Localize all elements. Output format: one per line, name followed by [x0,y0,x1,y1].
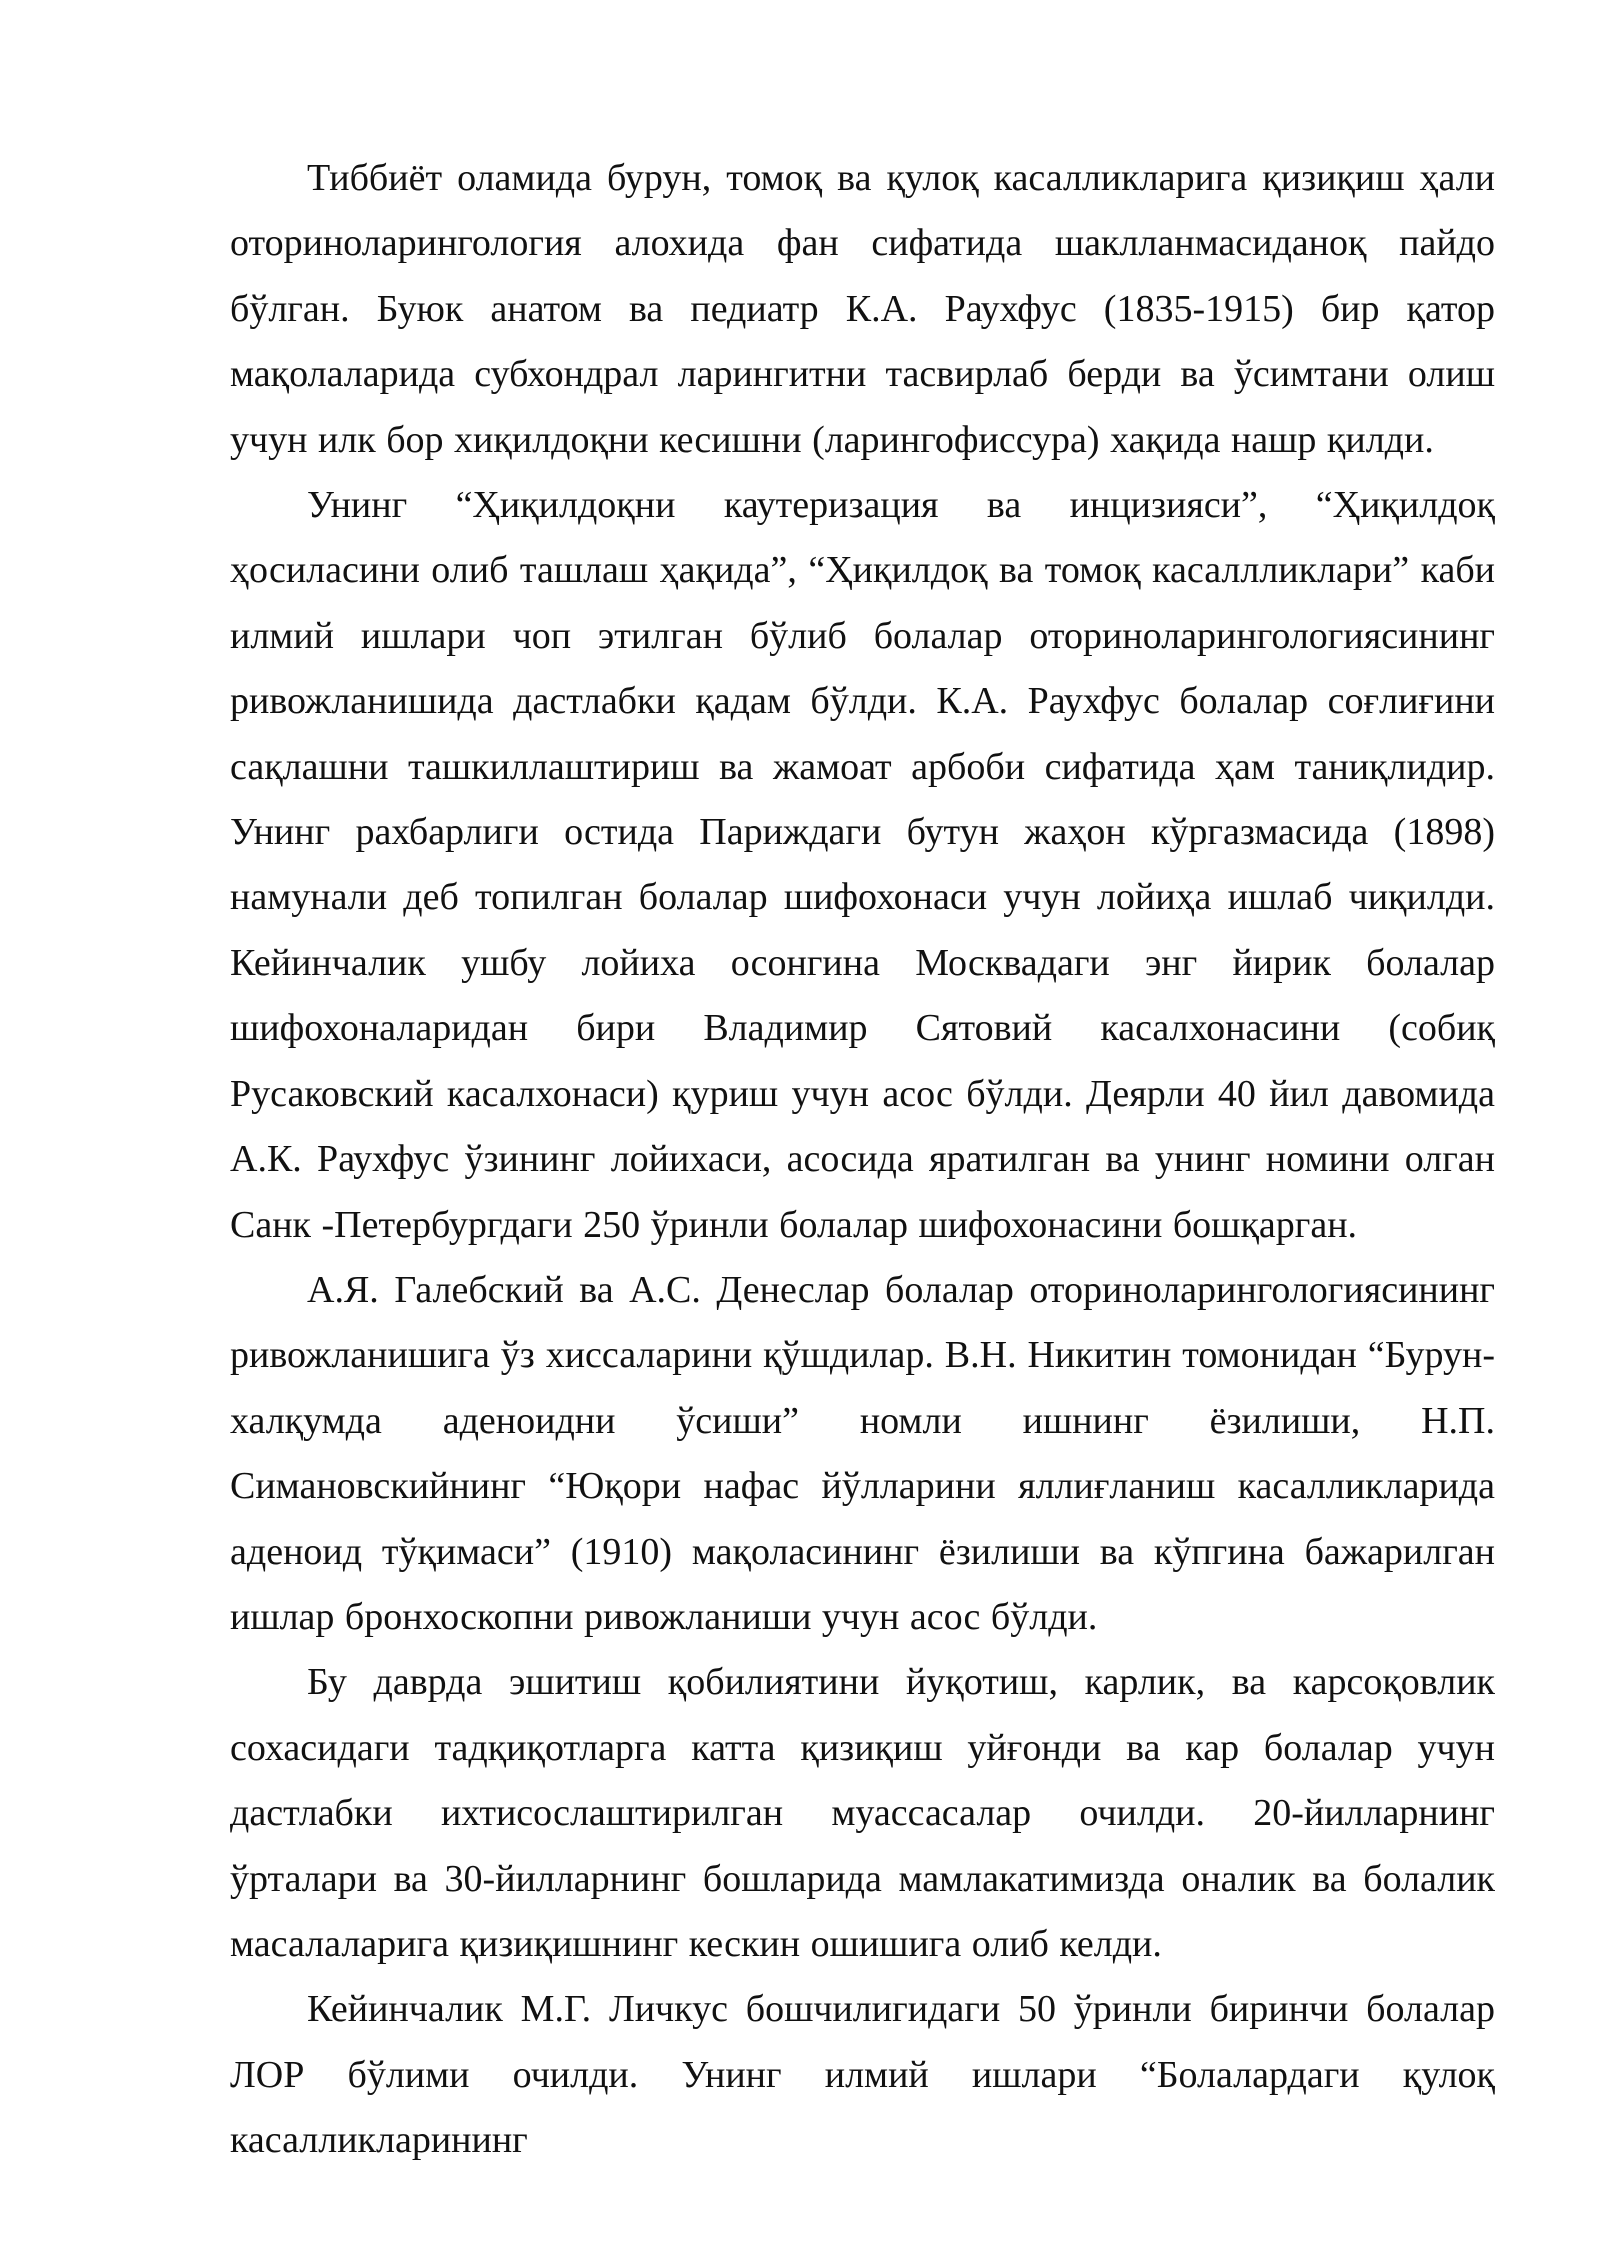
paragraph-history-intro: Тиббиёт оламида бурун, томоқ ва қулоқ касалликларига қизиқиш ҳали оториноларингология алохида фан сифатида шаклланмасиданоқ пайдо бўлган. Буюк анатом ва педиатр К.А. Раухфус (1835-1915) бир қатор мақолаларида субхондрал ларингитни тасвирлаб берди ва ўсимтани олиш учун илк бор хиқилдоқни кесишни (ларингофиссура) хақида нашр қилди. [230,157,1495,461]
paragraph-first-ent-department: Кейинчалик М.Г. Личкус бошчилигидаги 50 ўринли биринчи болалар ЛОР бўлими очилди. Унинг илмий ишлари “Болалардаги қулоқ касалликларининг [230,1988,1495,2162]
paragraph-rauchfus-works: Унинг “Ҳиқилдоқни каутеризация ва инцизияси”, “Ҳиқилдоқ ҳосиласини олиб ташлаш ҳақида”, “Ҳиқилдоқ ва томоқ касаллликлари” каби илмий ишлари чоп этилган бўлиб болалар оториноларингологиясининг ривожланишида дастлабки қадам бўлди. К.А. Раухфус болалар соғлиғини сақлашни ташкиллаштириш ва жамоат арбоби сифатида ҳам таниқлидир. Унинг рахбарлиги остида Париждаги бутун жаҳон кўргазмасида (1898) намунали деб топилган болалар шифохонаси учун лойиҳа ишлаб чиқилди. Кейинчалик ушбу лойиха осонгина Москвадаги энг йирик болалар шифохоналаридан бири Владимир Сятовий касалхонасини (собиқ Русаковский касалхонаси) қуриш учун асос бўлди. Деярли 40 йил давомида А.К. Раухфус ўзининг лойихаси, асосида яратилган ва унинг номини олган Санк -Петербургдаги 250 ўринли болалар шифохонасини бошқарган. [230,484,1495,1246]
paragraph-hearing-research: Бу даврда эшитиш қобилиятини йуқотиш, карлик, ва карсоқовлик сохасидаги тадқиқотларга катта қизиқиш уйғонди ва кар болалар учун дастлабки ихтисослаштирилган муассасалар очилди. 20-йилларнинг ўрталари ва 30-йилларнинг бошларида мамлакатимизда оналик ва болалик масалаларига қизиқишнинг кескин ошишига олиб келди. [230,1661,1495,1965]
paragraph-contributors: А.Я. Галебский ва А.С. Денеслар болалар оториноларингологиясининг ривожланишига ўз хиссаларини қўшдилар. В.Н. Никитин томонидан “Бурун-халқумда аденоидни ўсиши” номли ишнинг ёзилиши, Н.П. Симановскийнинг “Юқори нафас йўлларини яллиғланиш касалликларида аденоид тўқимаси” (1910) мақоласининг ёзилиши ва кўпгина бажарилган ишлар бронхоскопни ривожланиши учун асос бўлди. [230,1268,1495,1638]
